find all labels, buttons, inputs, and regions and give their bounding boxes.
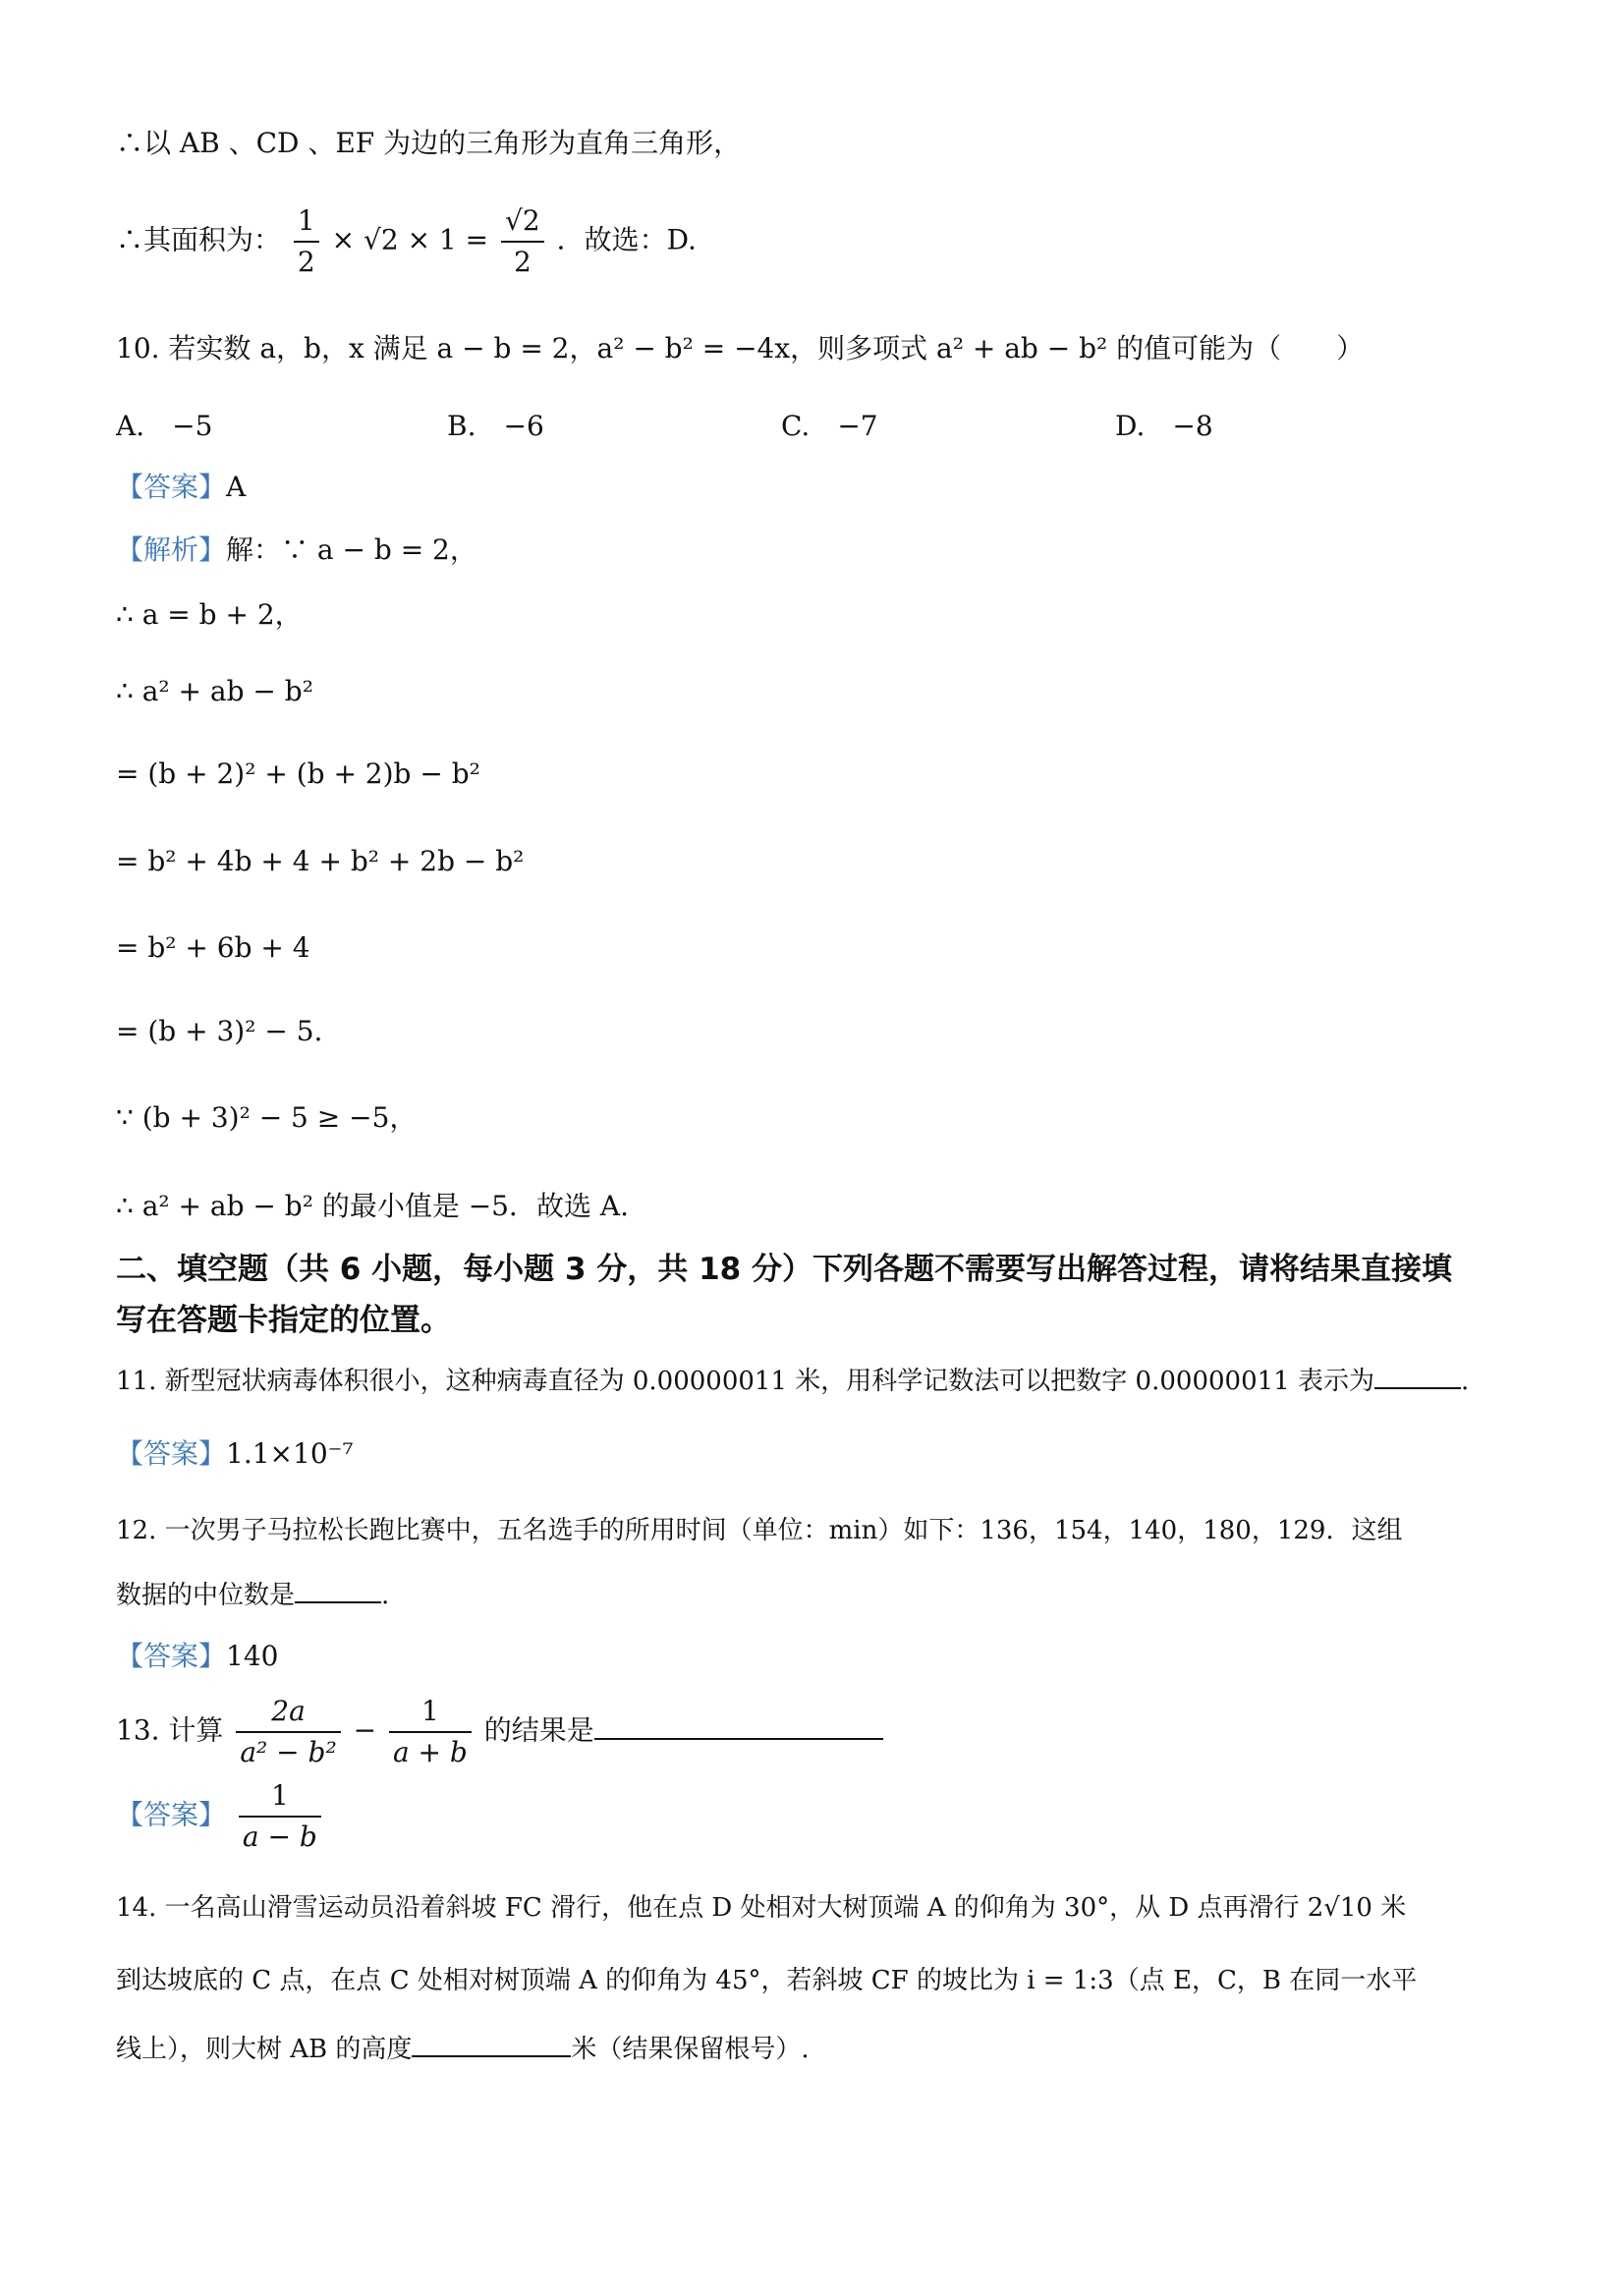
answer-12 [116, 1637, 278, 1676]
text: − [353, 1713, 377, 1747]
answer-value: 140 [226, 1640, 279, 1672]
text: . [381, 1581, 390, 1610]
text: 的结果是 [483, 1713, 594, 1747]
denominator: a − b [242, 1820, 317, 1853]
numerator: 1 [239, 1776, 321, 1818]
question-11 [116, 1360, 1469, 1401]
text: 解：∵ a − b = 2， [226, 533, 477, 566]
answer-13 [116, 1776, 325, 1857]
solution-line: = b² + 6b + 4 [116, 931, 310, 964]
fraction [236, 1692, 340, 1772]
numerator: 1 [294, 201, 319, 243]
fraction [389, 1692, 472, 1772]
option-c: C. −7 [781, 410, 878, 442]
answer-value: 1.1×10⁻⁷ [226, 1437, 354, 1470]
answer-11 [116, 1434, 354, 1474]
numerator: √2 [501, 201, 544, 243]
denominator: 2 [297, 246, 315, 278]
question-14: 14. 一名高山滑雪运动员沿着斜坡 FC 滑行，他在点 D 处相对大树顶端 A 的仰角为 30°，从 D 点再滑行 2√10 米 [116, 1893, 1407, 1923]
analysis-tag: 【解析】 [116, 533, 227, 566]
numerator: 1 [389, 1692, 472, 1733]
option-a: A. −5 [116, 410, 213, 442]
question-14-cont: 到达坡底的 C 点，在点 C 处相对树顶端 A 的仰角为 45°，若斜坡 CF 的坡比为 i = 1:3（点 E，C，B 在同一水平 [116, 1966, 1418, 1995]
question-12-cont [116, 1574, 389, 1615]
answer-tag: 【答案】 [116, 1798, 227, 1831]
solution-line: = (b + 2)² + (b + 2)b − b² [116, 757, 480, 790]
option-d: D. −8 [1115, 410, 1213, 442]
solution-line [116, 531, 477, 570]
section-heading: 二、填空题（共 6 小题，每小题 3 分，共 18 分）下列各题不需要写出解答过程，请将结果直接填 [116, 1252, 1453, 1287]
text: 线上），则大树 AB 的高度 [116, 2035, 413, 2064]
solution-line: ∵ (b + 3)² − 5 ≥ −5， [116, 1101, 418, 1134]
numerator: 2a [236, 1692, 340, 1733]
text: . [1460, 1367, 1470, 1396]
text: ∴其面积为： [116, 223, 282, 256]
text: × √2 × 1 = [331, 223, 489, 256]
solution-line: ∴ a² + ab − b² [116, 675, 313, 707]
denominator: a + b [392, 1736, 468, 1768]
answer-10 [116, 468, 246, 507]
answer-value: A [226, 471, 247, 503]
denominator: a² − b² [240, 1736, 337, 1768]
solution-line: = (b + 3)² − 5. [116, 1015, 323, 1047]
answer-tag: 【答案】 [116, 1437, 227, 1470]
section-heading-cont: 写在答题卡指定的位置。 [116, 1303, 451, 1338]
text: 13. 计算 [116, 1713, 224, 1747]
answer-tag: 【答案】 [116, 1640, 227, 1672]
denominator: 2 [513, 246, 532, 278]
answer-tag: 【答案】 [116, 471, 227, 503]
answer-blank [295, 1574, 381, 1603]
solution-line: = b² + 4b + 4 + b² + 2b − b² [116, 845, 525, 877]
text: 数据的中位数是 [116, 1581, 296, 1610]
fraction [239, 1776, 321, 1857]
question-13 [116, 1692, 883, 1772]
solution-line: ∴ a² + ab − b² 的最小值是 −5．故选 A. [116, 1190, 630, 1222]
text: 11. 新型冠状病毒体积很小，这种病毒直径为 0.00000011 米，用科学记数法可以把数字 0.00000011 表示为 [116, 1367, 1374, 1396]
text: ．故选：D. [556, 223, 697, 256]
fraction [501, 201, 544, 282]
question-10: 10. 若实数 a，b，x 满足 a − b = 2，a² − b² = −4x，则多项式 a² + ab − b² 的值可能为（ ） [116, 332, 1365, 364]
text: 米（结果保留根号）. [571, 2035, 810, 2064]
answer-blank [412, 2028, 571, 2057]
question-14-cont [116, 2028, 810, 2069]
question-12: 12. 一次男子马拉松长跑比赛中，五名选手的所用时间（单位：min）如下：136，154，140，180，129．这组 [116, 1516, 1403, 1545]
area-line [116, 201, 697, 282]
text-line: ∴以 AB 、CD 、EF 为边的三角形为直角三角形， [116, 127, 742, 159]
solution-line: ∴ a = b + 2， [116, 598, 303, 631]
answer-blank [594, 1710, 883, 1740]
answer-blank [1374, 1360, 1461, 1389]
option-b: B. −6 [447, 410, 544, 442]
fraction [294, 201, 319, 282]
